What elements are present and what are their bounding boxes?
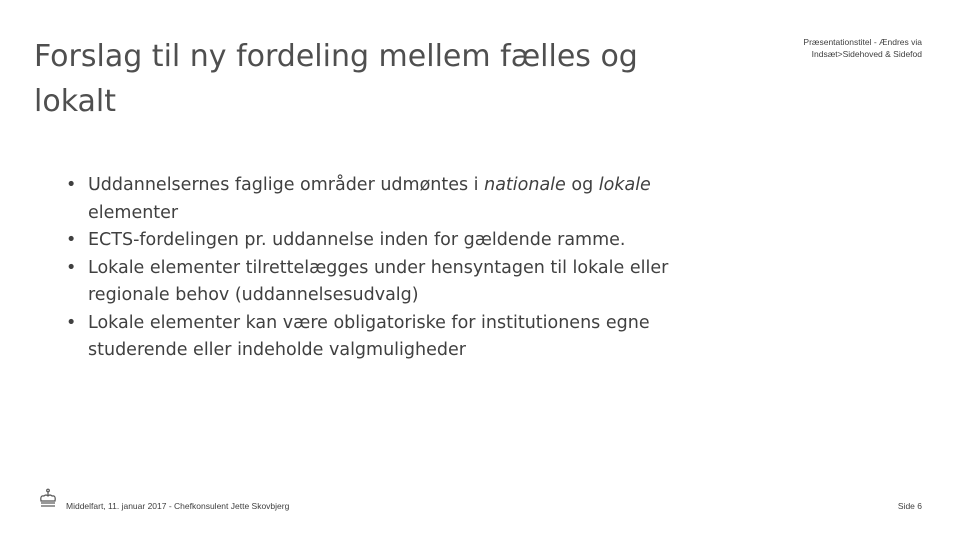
bullet-text: Uddannelsernes faglige områder udmøntes i: [88, 175, 485, 195]
bullet-item: [66, 227, 746, 255]
crown-icon: [38, 488, 58, 512]
header-note: Præsentationstitel - Ændres via Indsæt>Sidehoved & Sidefod: [803, 37, 922, 59]
bullet-text: elementer: [88, 202, 179, 223]
bullet-item: [66, 255, 746, 310]
bullet-text: ECTS-fordelingen pr. uddannelse inden for gældende ramme.: [88, 230, 626, 250]
emphasis-national: nationale: [484, 175, 566, 195]
footer-text: Middelfart, 11. januar 2017 - Chefkonsulent Jette Skovbjerg: [66, 501, 290, 511]
bullet-item: [66, 172, 746, 227]
bullet-text: og: [565, 175, 599, 195]
emphasis-local: lokale: [598, 175, 651, 195]
bullet-item: [66, 310, 746, 365]
bullet-text: Lokale elementer tilrettelægges under hensyntagen til lokale eller regionale behov (uddannelsesudvalg): [88, 257, 669, 305]
bullet-text: Lokale elementer kan være obligatoriske for institutionens egne studerende eller indeholde valgmuligheder: [88, 312, 650, 360]
slide-title: Forslag til ny fordeling mellem fælles og lokalt: [34, 39, 638, 119]
page-number: Side 6: [897, 501, 922, 511]
bullet-list: [66, 172, 746, 365]
